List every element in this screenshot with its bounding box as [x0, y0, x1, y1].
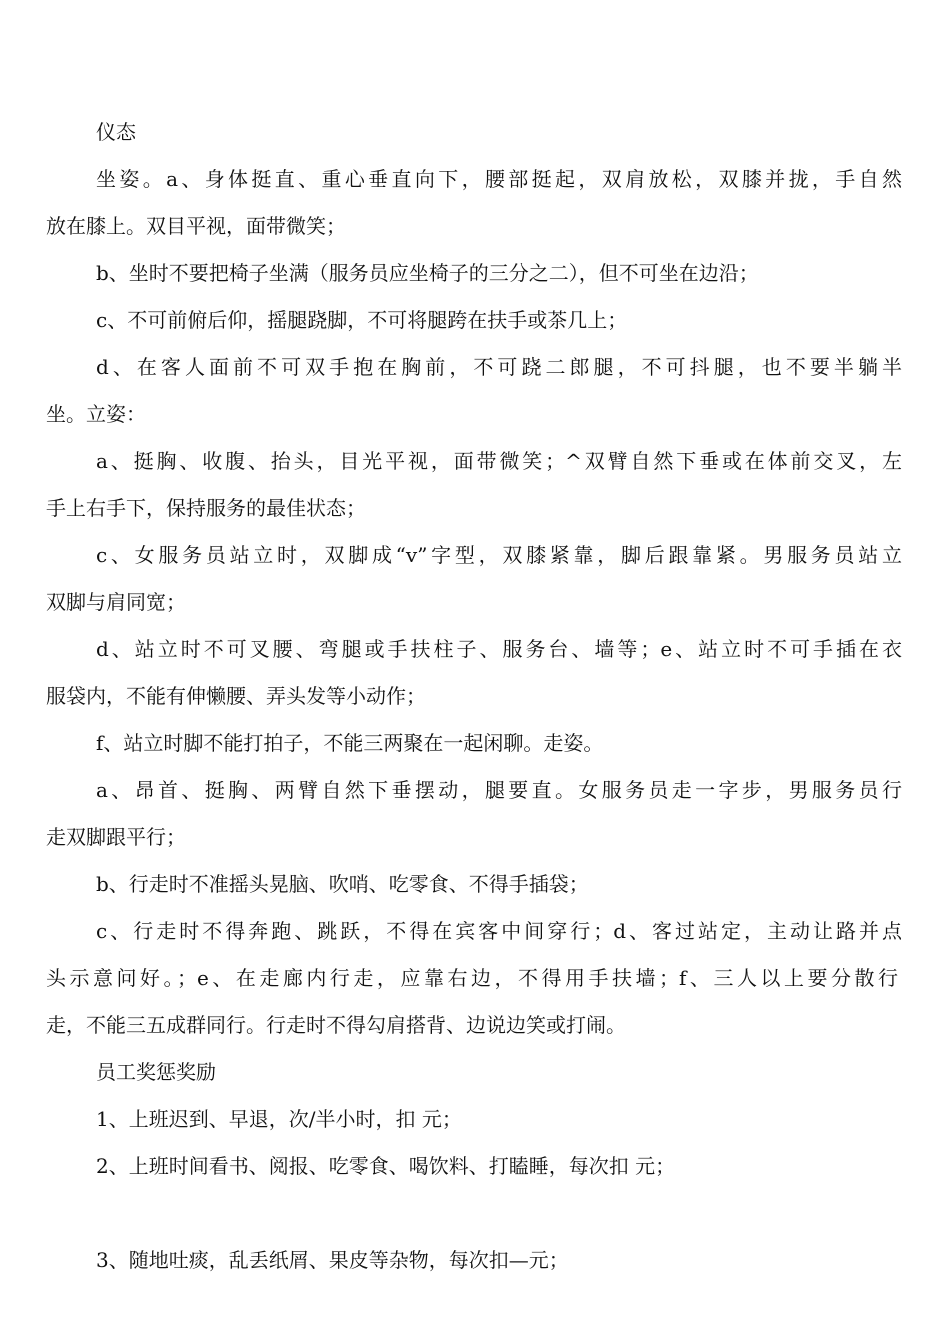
- paragraph-standing-c: [46, 532, 902, 626]
- paragraph-standing-f: [96, 720, 902, 767]
- heading-posture-text: 仪态: [96, 120, 136, 144]
- rule-text: 2、上班时间看书、阅报、吃零食、喝饮料、打瞌睡，每次扣 元；: [96, 1154, 676, 1178]
- paragraph-walking-b: [96, 861, 902, 908]
- heading-rewards-text: 员工奖惩奖励: [96, 1060, 216, 1084]
- paragraph-line: 服袋内，不能有伸懒腰、弄头发等小动作；: [46, 684, 426, 708]
- paragraph-sitting: [46, 156, 902, 250]
- paragraph-line: a、昂首、挺胸、两臂自然下垂摆动，腿要直。女服务员走一字步，男服务员行: [96, 778, 902, 802]
- paragraph-line: d、在客人面前不可双手抱在胸前，不可跷二郎腿，不可抖腿，也不要半躺半: [96, 355, 902, 379]
- paragraph-line: 坐姿。a、身体挺直、重心垂直向下，腰部挺起，双肩放松，双膝并拢，手自然: [96, 167, 902, 191]
- paragraph-line: 头示意问好。；e、在走廊内行走，应靠右边，不得用手扶墙；f、三人以上要分散行: [46, 966, 898, 990]
- paragraph-standing-d: [46, 626, 902, 720]
- paragraph-line: c、不可前俯后仰，摇腿跷脚，不可将腿跨在扶手或茶几上；: [96, 308, 628, 332]
- paragraph-line: a、挺胸、收腹、抬头，目光平视，面带微笑；^双臂自然下垂或在体前交叉，左: [96, 449, 902, 473]
- paragraph-line: 坐。立姿：: [46, 402, 146, 426]
- paragraph-walking-c: [46, 908, 902, 1049]
- heading-posture: [96, 109, 902, 156]
- rule-item-1: [96, 1096, 902, 1143]
- paragraph-sitting-c: [96, 297, 902, 344]
- rule-text: 3、随地吐痰，乱丢纸屑、果皮等杂物，每次扣—元；: [96, 1248, 569, 1272]
- heading-rewards: [96, 1049, 902, 1096]
- paragraph-line: f、站立时脚不能打拍子，不能三两聚在一起闲聊。走姿。: [96, 731, 604, 755]
- rule-item-3: [96, 1237, 902, 1284]
- paragraph-line: b、坐时不要把椅子坐满（服务员应坐椅子的三分之二），但不可坐在边沿；: [96, 261, 759, 285]
- paragraph-line: d、站立时不可叉腰、弯腿或手扶柱子、服务台、墙等；e、站立时不可手插在衣: [96, 637, 902, 661]
- paragraph-line: c、女服务员站立时，双脚成“v”字型，双膝紧靠，脚后跟靠紧。男服务员站立: [96, 543, 902, 567]
- paragraph-line: 双脚与肩同宽；: [46, 590, 186, 614]
- paragraph-sitting-d: [46, 344, 902, 438]
- paragraph-sitting-b: [96, 250, 902, 297]
- rule-text: 1、上班迟到、早退，次/半小时，扣 元；: [96, 1107, 462, 1131]
- paragraph-line: b、行走时不准摇头晃脑、吹哨、吃零食、不得手插袋；: [96, 872, 589, 896]
- paragraph-line: 走双脚跟平行；: [46, 825, 186, 849]
- paragraph-line: 放在膝上。双目平视，面带微笑；: [46, 214, 346, 238]
- paragraph-walking-a: [46, 767, 902, 861]
- paragraph-line: 手上右手下，保持服务的最佳状态；: [46, 496, 366, 520]
- paragraph-standing-a: [46, 438, 902, 532]
- rule-item-2: [96, 1143, 902, 1190]
- paragraph-line: c、行走时不得奔跑、跳跃，不得在宾客中间穿行；d、客过站定，主动让路并点: [96, 919, 902, 943]
- paragraph-line: 走，不能三五成群同行。行走时不得勾肩搭背、边说边笑或打闹。: [46, 1013, 626, 1037]
